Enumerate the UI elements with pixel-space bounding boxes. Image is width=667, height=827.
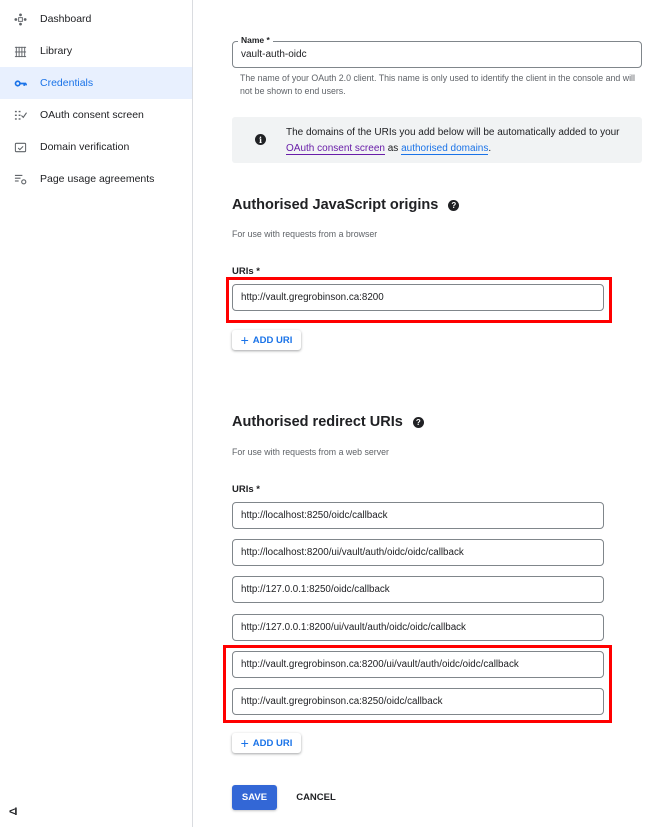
sidebar-item-label: Library: [40, 45, 73, 57]
redirect-uri-input[interactable]: [232, 688, 604, 715]
info-banner: [232, 117, 642, 163]
add-uri-label: ADD URI: [252, 334, 293, 346]
sidebar-item-label: OAuth consent screen: [40, 109, 144, 121]
sidebar-item-credentials[interactable]: [0, 67, 192, 99]
redirect-uris-heading: [232, 414, 424, 430]
sidebar-item-label: Domain verification: [40, 141, 130, 153]
library-icon: [0, 45, 40, 58]
settings-list-icon: [0, 173, 40, 186]
name-helper-text: The name of your OAuth 2.0 client. This name is only used to identify the client in the console and will not be shown to end users.: [240, 73, 635, 96]
sidebar: [0, 0, 193, 827]
add-redirect-uri-button[interactable]: [232, 733, 301, 753]
plus-icon: +: [240, 331, 249, 348]
name-input[interactable]: [241, 49, 631, 60]
info-icon: i: [255, 134, 266, 145]
sidebar-item-label: Page usage agreements: [40, 173, 155, 185]
help-icon[interactable]: ?: [413, 417, 424, 428]
sidebar-item-label: Dashboard: [40, 13, 92, 25]
redirect-uri-input[interactable]: [232, 502, 604, 529]
collapse-sidebar-button[interactable]: <I: [9, 806, 17, 818]
redirect-uris-subtitle: For use with requests from a web server: [232, 447, 389, 457]
sidebar-item-label: Credentials: [40, 77, 94, 89]
key-icon: [0, 77, 40, 90]
authorised-domains-link[interactable]: authorised domains: [401, 143, 489, 154]
info-text-part: The domains of the URIs you add below will be automatically added to your: [286, 127, 620, 138]
js-origins-uris-label: URIs *: [232, 266, 260, 277]
info-banner-text: [286, 125, 636, 157]
dashboard-icon: [0, 13, 40, 26]
add-uri-label: ADD URI: [252, 737, 293, 749]
redirect-uris-title: Authorised redirect URIs: [232, 414, 403, 430]
name-field[interactable]: [232, 35, 642, 68]
sidebar-item-page-usage-agreements[interactable]: [0, 163, 192, 195]
cancel-button[interactable]: CANCEL: [296, 792, 336, 803]
redirect-uri-input[interactable]: [232, 651, 604, 678]
js-origins-heading: [232, 197, 459, 213]
help-icon[interactable]: ?: [448, 200, 459, 211]
redirect-uris-label: URIs *: [232, 484, 260, 495]
info-text-part: as: [384, 143, 402, 154]
oauth-consent-screen-link[interactable]: OAuth consent screen: [286, 143, 385, 154]
js-origins-subtitle: For use with requests from a browser: [232, 229, 378, 239]
info-text-part: .: [488, 143, 492, 154]
plus-icon: +: [240, 734, 249, 751]
sidebar-item-domain-verification[interactable]: [0, 131, 192, 163]
sidebar-nav: [0, 0, 192, 195]
js-origins-title: Authorised JavaScript origins: [232, 197, 439, 213]
sidebar-item-dashboard[interactable]: [0, 3, 192, 35]
sidebar-item-library[interactable]: [0, 35, 192, 67]
sidebar-item-oauth-consent[interactable]: [0, 99, 192, 131]
redirect-uri-input[interactable]: [232, 576, 604, 603]
name-field-label: Name *: [238, 35, 273, 45]
js-origin-uri-input[interactable]: [232, 284, 604, 311]
redirect-uri-input[interactable]: [232, 539, 604, 566]
consent-icon: [0, 109, 40, 122]
domain-check-icon: [0, 141, 40, 154]
save-button[interactable]: SAVE: [232, 785, 277, 810]
add-js-origin-uri-button[interactable]: [232, 330, 301, 350]
redirect-uri-input[interactable]: [232, 614, 604, 641]
